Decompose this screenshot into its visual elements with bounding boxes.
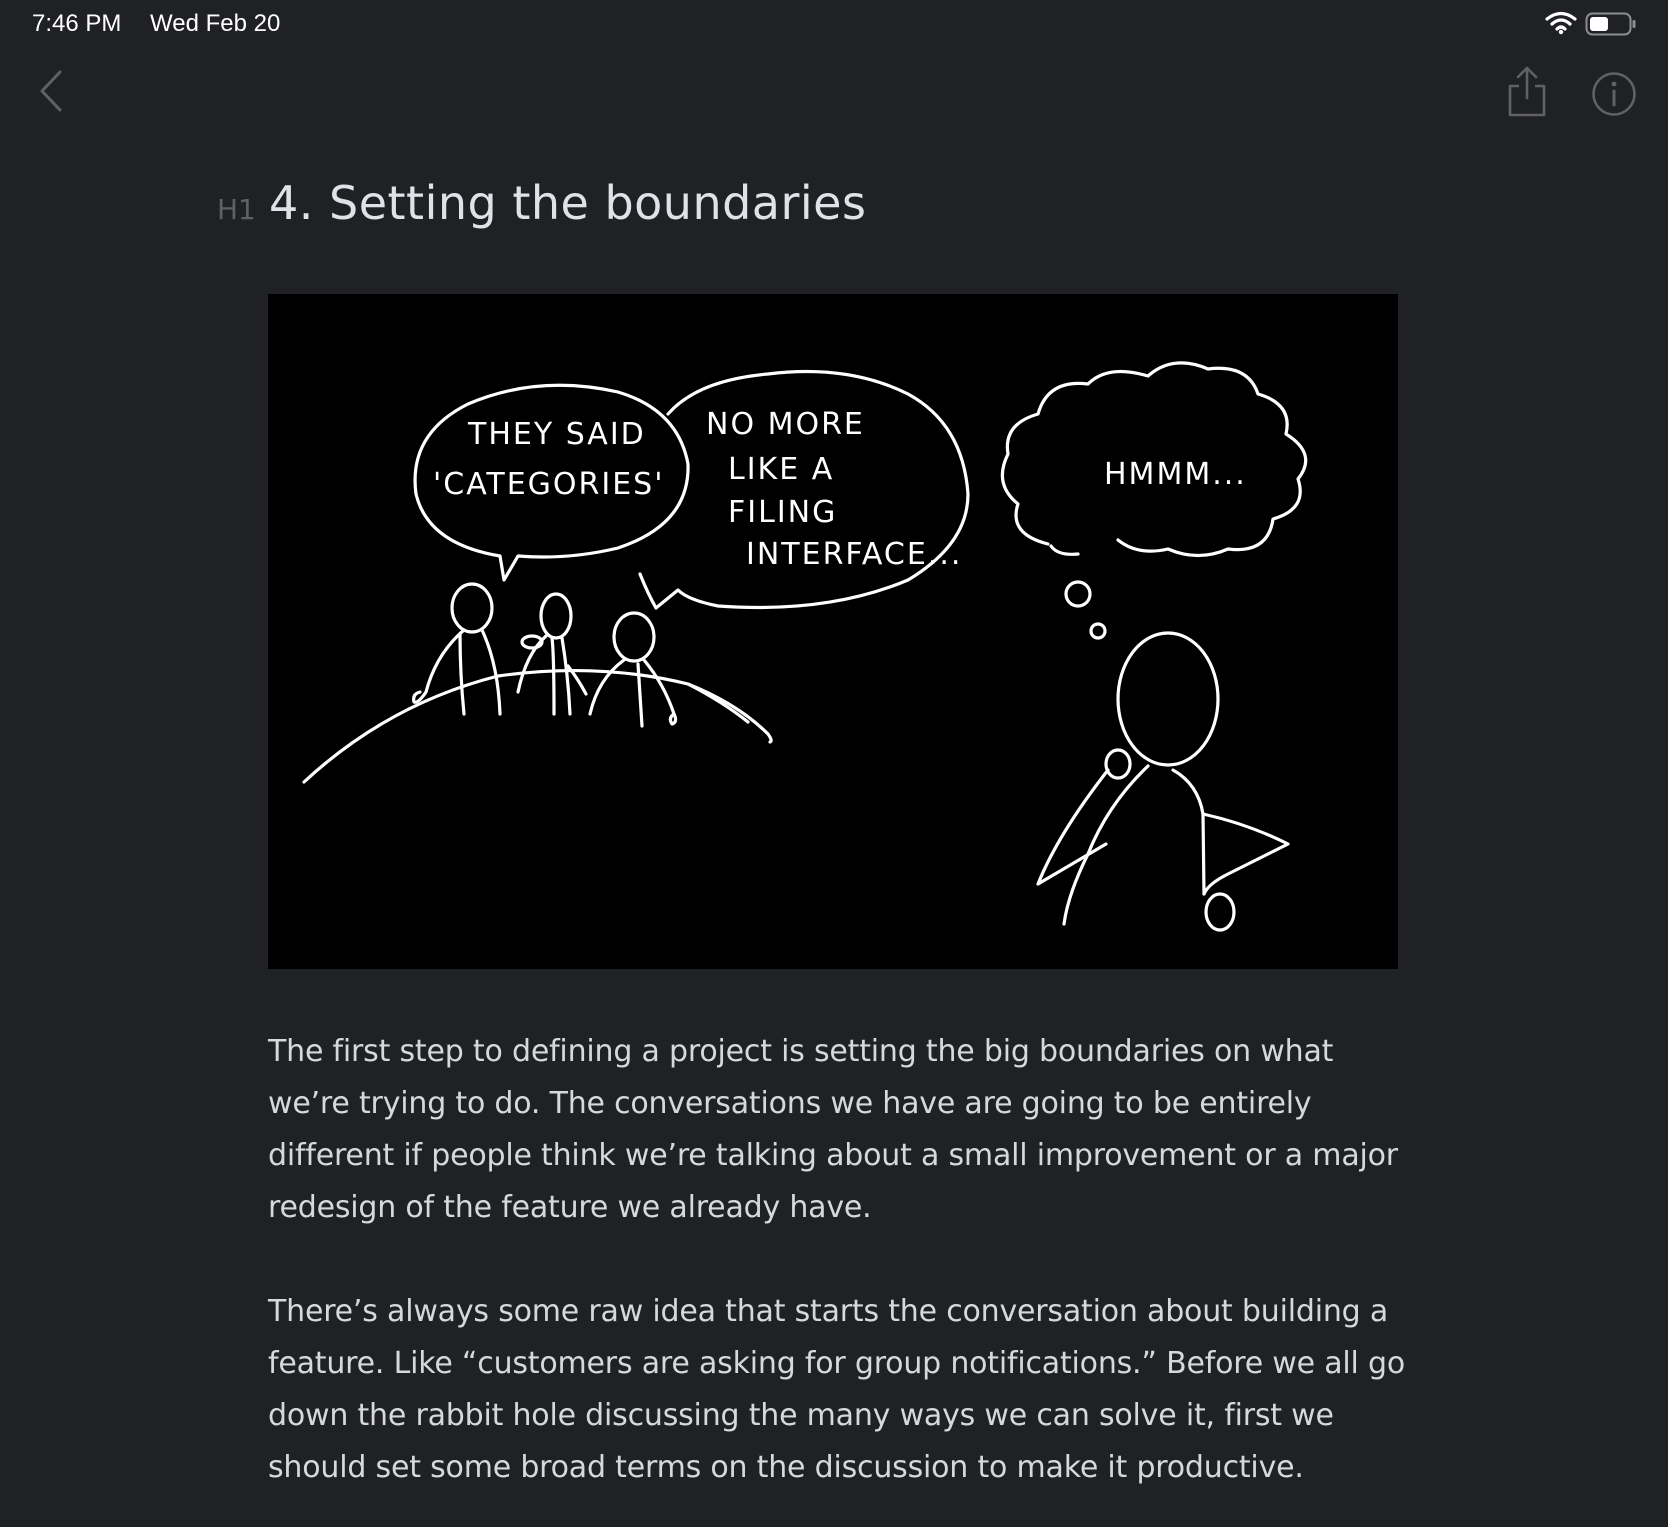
illustration-image[interactable] bbox=[268, 294, 1398, 969]
bubble-1-line-1: THEY SAID bbox=[468, 417, 646, 452]
share-icon bbox=[1510, 68, 1544, 115]
info-button[interactable] bbox=[1590, 70, 1638, 118]
share-button[interactable] bbox=[1504, 64, 1550, 120]
thought-text: HMMM... bbox=[1104, 457, 1247, 492]
thinking-person-drawing bbox=[1038, 633, 1288, 930]
back-button[interactable] bbox=[30, 66, 70, 116]
status-date: Wed Feb 20 bbox=[150, 10, 281, 37]
info-icon bbox=[1594, 74, 1635, 115]
bubble-2-line-1: NO MORE bbox=[706, 407, 865, 442]
battery-icon bbox=[1585, 12, 1637, 36]
group-of-people-drawing bbox=[414, 584, 676, 726]
page-title[interactable]: 4. Setting the boundaries bbox=[269, 176, 867, 230]
heading-row bbox=[217, 176, 866, 236]
status-time: 7:46 PM bbox=[32, 10, 122, 37]
bubble-2-line-2: LIKE A bbox=[728, 452, 835, 487]
paragraph-2[interactable]: There’s always some raw idea that starts the conversation about building a feature. Like “customers are asking for group notifications.” Before we all go down the rabbit hole discussing the many ways we can solve it, first we should set some broad terms on the discussion to make it productive. bbox=[268, 1294, 1406, 1485]
bubble-2-line-4: INTERFACE... bbox=[746, 537, 963, 572]
wifi-icon bbox=[1545, 11, 1577, 35]
status-bar bbox=[0, 0, 1668, 46]
bubble-2-line-3: FILING bbox=[728, 495, 838, 530]
bubble-1-line-2: 'CATEGORIES' bbox=[433, 467, 665, 502]
paragraph-1[interactable]: The first step to defining a project is setting the big boundaries on what we’re trying to do. The conversations we have are going to be entirely different if people think we’re talking about a small improvement or a major redesign of the feature we already have. bbox=[268, 1034, 1398, 1225]
hill-drawing bbox=[304, 671, 771, 782]
heading-level-marker: H1 bbox=[217, 193, 256, 226]
